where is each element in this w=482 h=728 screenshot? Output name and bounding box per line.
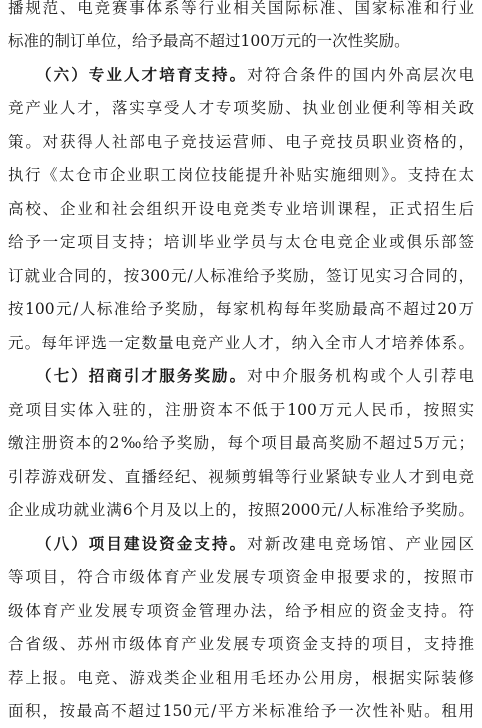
section-heading: （七）招商引才服务奖励。 bbox=[36, 366, 248, 385]
text-line: 给予一定项目支持；培训毕业学员与太仓电竞企业或俱乐部签 bbox=[8, 233, 474, 251]
text-line: 播规范、电竞赛事体系等行业相关国际标准、国家标准和行业 bbox=[8, 0, 474, 17]
text-line: 标准的制订单位，给予最高不超过100万元的一次性奖励。 bbox=[8, 32, 410, 50]
text-line: 竞产业人才，落实享受人才专项奖励、执业创业便利等相关政 bbox=[8, 99, 474, 117]
text-line: 订就业合同的，按300元/人标准给予奖励，签订见实习合同的， bbox=[8, 267, 474, 285]
text-line: 策。对获得人社部电子竞技运营师、电子竞技员职业资格的， bbox=[8, 133, 474, 151]
text-line: 企业成功就业满6个月及以上的，按照2000元/人标准给予奖励。 bbox=[8, 501, 474, 519]
text-line: 合省级、苏州市级体育产业发展专项资金支持的项目，支持推 bbox=[8, 635, 474, 653]
text-line: 高校、企业和社会组织开设电竞类专业培训课程，正式招生后 bbox=[8, 200, 474, 218]
text-line: 引荐游戏研发、直播经纪、视频剪辑等行业紧缺专业人才到电竞 bbox=[8, 468, 474, 486]
text-line: 等项目，符合市级体育产业发展专项资金申报要求的，按照市 bbox=[8, 568, 474, 586]
section-line bbox=[36, 527, 474, 561]
text-line: 按100元/人标准给予奖励，每家机构每年奖励最高不超过20万 bbox=[8, 300, 474, 318]
section-text: 对新改建电竞场馆、产业园区 bbox=[247, 535, 474, 553]
text-line: 荐上报。电竞、游戏类企业租用毛坯办公用房，根据实际装修 bbox=[8, 669, 474, 687]
text-line: 级体育产业发展专项资金管理办法，给予相应的资金支持。符 bbox=[8, 602, 474, 620]
section-text: 对中介服务机构或个人引荐电 bbox=[247, 367, 474, 385]
section-line bbox=[36, 359, 474, 393]
section-heading: （六）专业人才培育支持。 bbox=[36, 65, 248, 84]
text-line: 面积，按最高不超过150元/平方米标准给予一次性补贴。租用 bbox=[8, 702, 474, 720]
text-line: 竞项目实体入驻的，注册资本不低于100万元人民币，按照实 bbox=[8, 401, 474, 419]
text-line: 元。每年评选一定数量电竞产业人才，纳入全市人才培养体系。 bbox=[8, 334, 474, 352]
text-line: 缴注册资本的2‰给予奖励，每个项目最高奖励不超过5万元； bbox=[8, 434, 474, 452]
section-line bbox=[36, 58, 474, 92]
text-line: 执行《太仓市企业职工岗位技能提升补贴实施细则》。支持在太 bbox=[8, 166, 474, 184]
section-text: 对符合条件的国内外高层次电 bbox=[247, 66, 474, 84]
section-heading: （八）项目建设资金支持。 bbox=[36, 534, 248, 553]
